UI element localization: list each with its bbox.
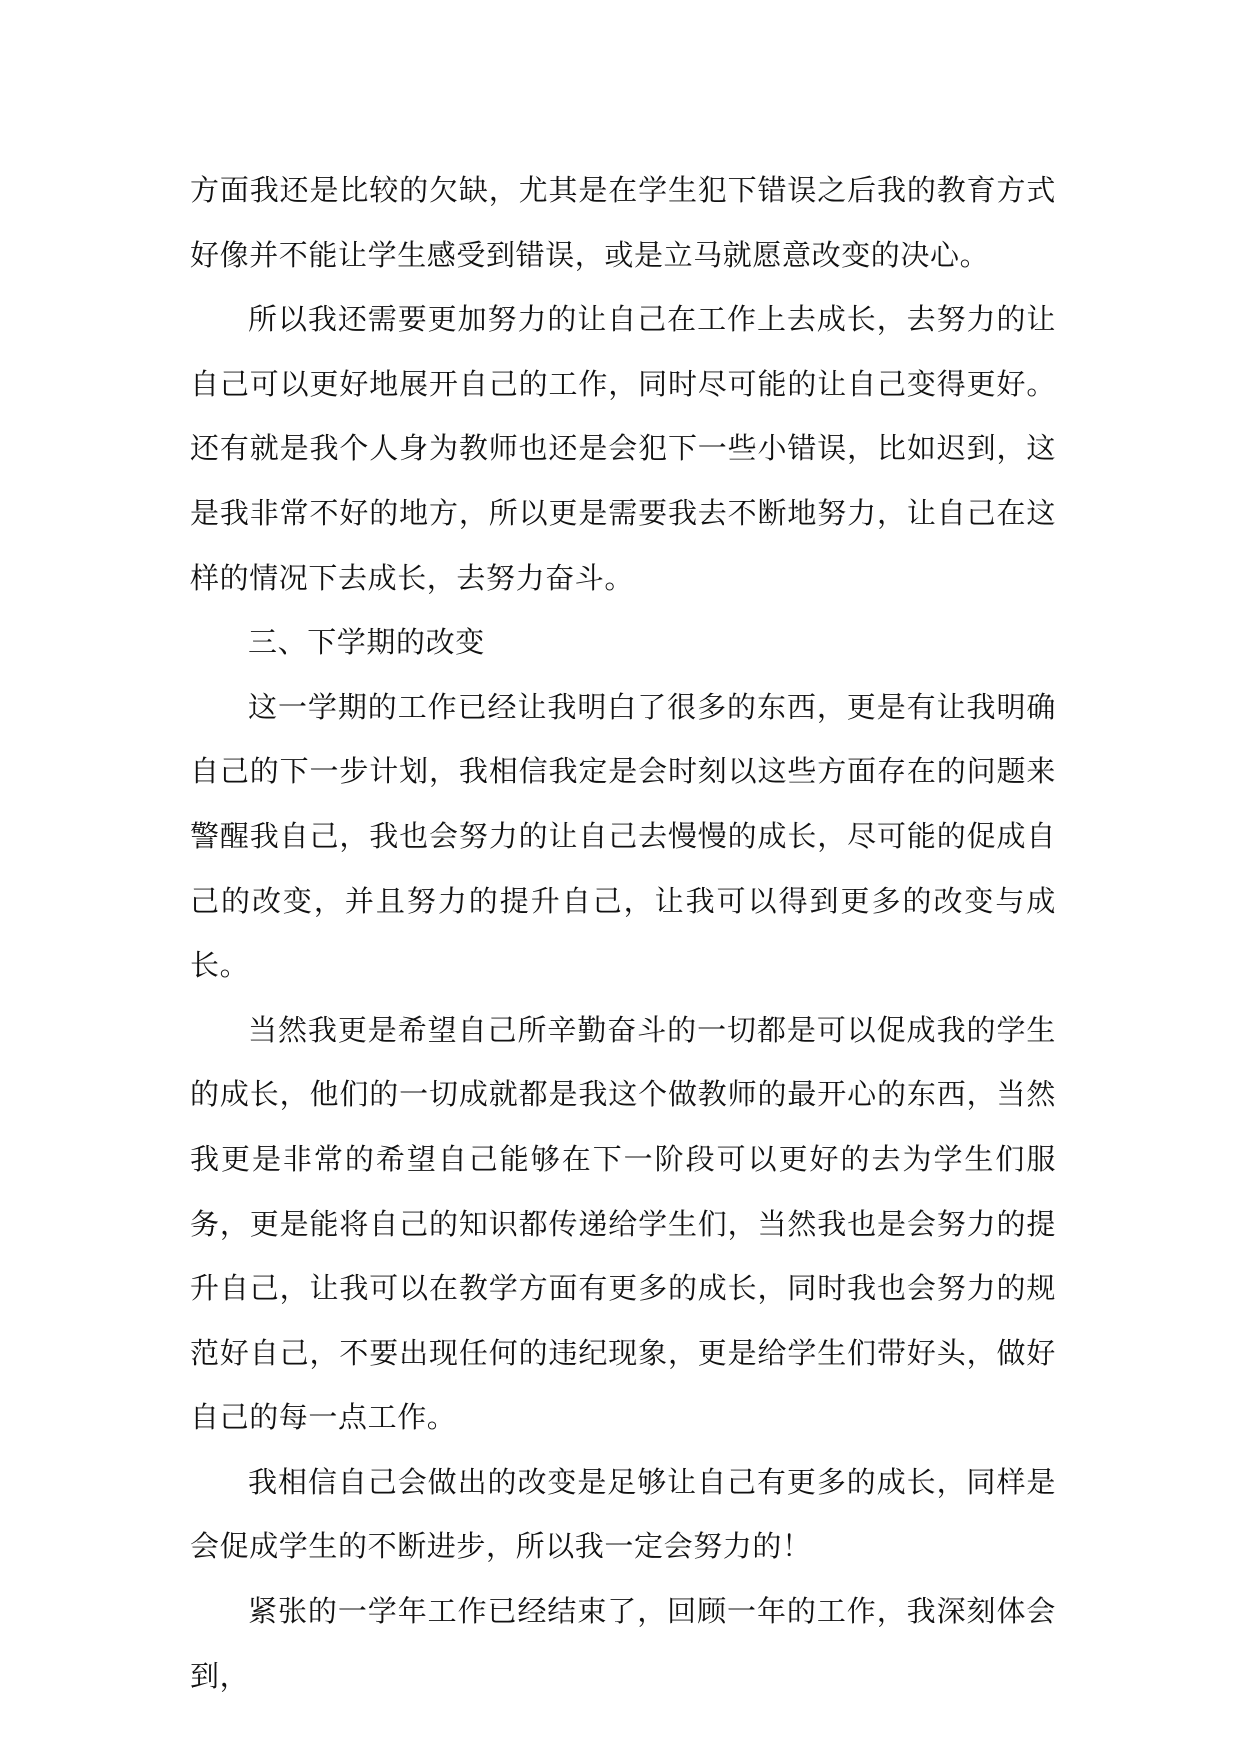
section-heading: 三、下学期的改变 (248, 625, 485, 660)
paragraph-3: 这一学期的工作已经让我明白了很多的东西，更是有让我明确自己的下一步计划，我相信我定是会时刻以这些方面存在的问题来警醒我自己，我也会努力的让自己去慢慢的成长，尽可能的促成自己的改变，并且努力的提升自己，让我可以得到更多的改变与成长。 (190, 689, 1056, 983)
paragraph-1: 方面我还是比较的欠缺，尤其是在学生犯下错误之后我的教育方式好像并不能让学生感受到错误，或是立马就愿意改变的决心。 (190, 173, 1056, 272)
paragraph-6: 紧张的一学年工作已经结束了，回顾一年的工作，我深刻体会到， (190, 1594, 1056, 1693)
paragraph-2: 所以我还需要更加努力的让自己在工作上去成长，去努力的让自己可以更好地展开自己的工作，同时尽可能的让自己变得更好。还有就是我个人身为教师也还是会犯下一些小错误，比如迟到，这是我非常不好的地方，所以更是需要我去不断地努力，让自己在这样的情况下去成长，去努力奋斗。 (190, 302, 1056, 595)
document-body (190, 158, 1056, 1708)
paragraph-5: 我相信自己会做出的改变是足够让自己有更多的成长，同样是会促成学生的不断进步，所以我一定会努力的！ (190, 1464, 1056, 1564)
paragraph-4: 当然我更是希望自己所辛勤奋斗的一切都是可以促成我的学生的成长，他们的一切成就都是我这个做教师的最开心的东西，当然我更是非常的希望自己能够在下一阶段可以更好的去为学生们服务，更是能将自己的知识都传递给学生们，当然我也是会努力的提升自己，让我可以在教学方面有更多的成长，同时我也会努力的规范好自己，不要出现任何的违纪现象，更是给学生们带好头，做好自己的每一点工作。 (190, 1012, 1056, 1435)
